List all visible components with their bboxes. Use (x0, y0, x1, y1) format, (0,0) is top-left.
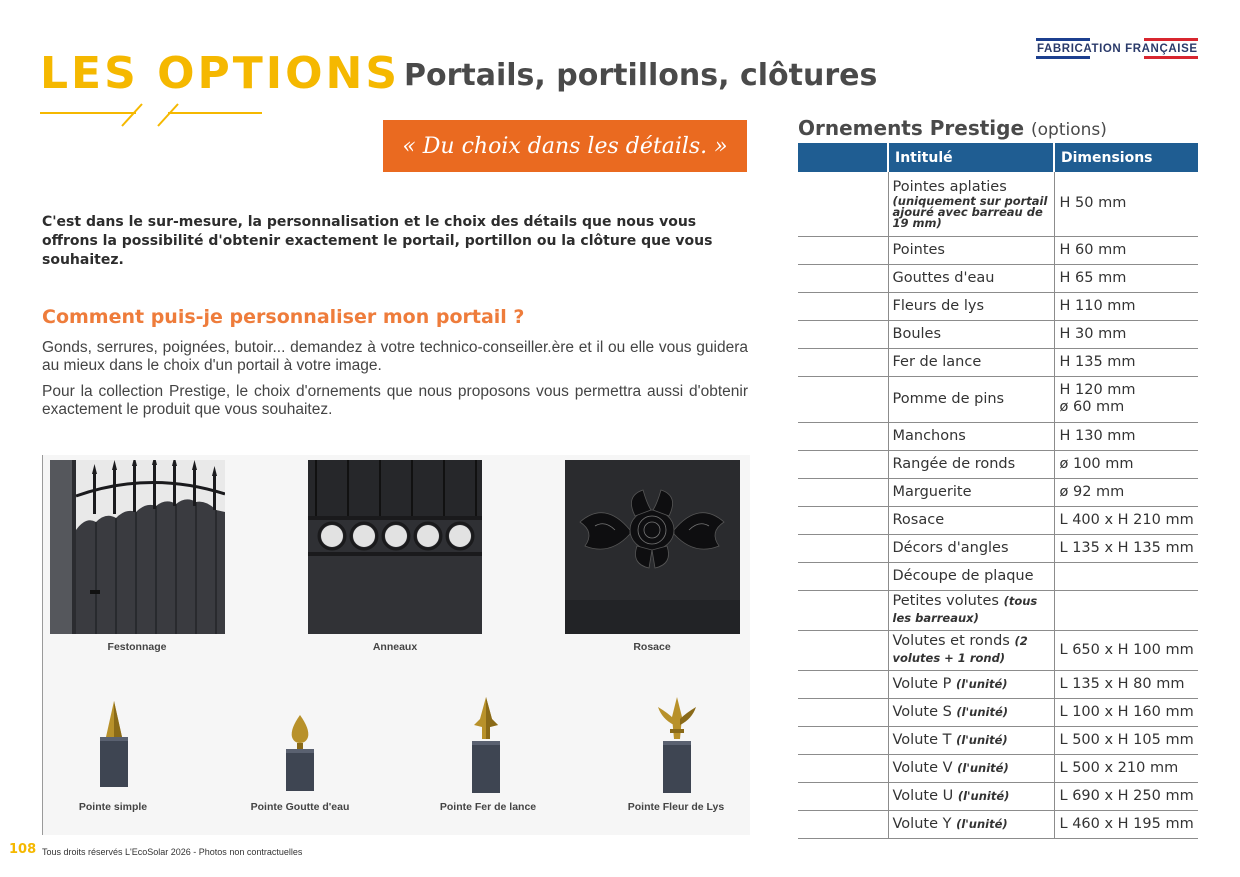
table-cell-dimensions (1054, 630, 1198, 670)
table-cell-intitule (888, 562, 1054, 590)
dimension-value: H 110 mm (1059, 297, 1136, 314)
dimension-value: L 650 x H 100 mm (1059, 641, 1194, 658)
pointe-fleur-de-lys-image (654, 695, 700, 795)
table-row (798, 782, 1198, 810)
table-title-suffix: (options) (1031, 120, 1107, 140)
dimension-value: H 65 mm (1059, 269, 1127, 286)
table-cell-blank (798, 810, 888, 838)
ornament-note: (l'unité) (956, 704, 1009, 719)
ornament-note: (l'unité) (957, 788, 1010, 803)
ornament-note: (l'unité) (956, 816, 1008, 831)
dimension-value: H 135 mm (1059, 353, 1136, 370)
dimension-value: H 60 mm (1059, 241, 1127, 258)
table-cell-blank (798, 478, 888, 506)
footer-copyright: Tous droits réservés L'EcoSolar 2026 - Photos non contractuelles (42, 847, 303, 857)
dimension-value: L 460 x H 195 mm (1059, 815, 1194, 832)
dimension-value: H 120 mm (1059, 382, 1136, 398)
table-row (798, 292, 1198, 320)
badge-label: FABRICATION FRANÇAISE (1037, 43, 1198, 55)
festonnage-photo (50, 460, 225, 634)
table-cell-blank (798, 506, 888, 534)
dimension-value: L 135 x H 80 mm (1059, 675, 1185, 692)
table-cell-blank (798, 264, 888, 292)
table-cell-dimensions (1054, 534, 1198, 562)
section-question: Comment puis-je personnaliser mon portail ? (42, 306, 525, 328)
table-cell-blank (798, 236, 888, 264)
pointe-goutte-caption: Pointe Goutte d'eau (250, 801, 350, 813)
ornament-name: Pointes aplaties (892, 178, 1007, 195)
table-cell-dimensions (1054, 562, 1198, 590)
ornament-note: (tous les barreaux) (892, 594, 1038, 625)
dimension-value: H 30 mm (1059, 325, 1127, 342)
table-header-blank (798, 143, 888, 172)
page-number: 108 (9, 842, 37, 857)
ornament-name: Rangée de ronds (892, 455, 1016, 472)
intro-text: C'est dans le sur-mesure, la personnalisation et le choix des détails que nous vous offrons la possibilité d'obtenir exactement le portail, portillon ou la clôture que vous souhaitez. (42, 214, 713, 268)
festonnage-caption: Festonnage (107, 641, 167, 653)
table-body (798, 172, 1198, 838)
table-cell-dimensions (1054, 506, 1198, 534)
pointe-simple-caption: Pointe simple (78, 801, 148, 813)
table-row (798, 506, 1198, 534)
table-title-text: Ornements Prestige (798, 116, 1025, 140)
ornament-name: Rosace (892, 511, 945, 528)
ornament-name: Gouttes d'eau (892, 269, 995, 286)
pointe-goutte-image (280, 713, 320, 793)
ornaments-table (798, 143, 1198, 839)
table-row (798, 450, 1198, 478)
dimension-value: L 500 x H 105 mm (1059, 731, 1194, 748)
table-cell-dimensions (1054, 670, 1198, 698)
table-cell-intitule (888, 782, 1054, 810)
table-cell-dimensions (1054, 172, 1198, 236)
panel-divider (42, 455, 43, 835)
flag-stripe-top (1036, 38, 1198, 41)
table-cell-dimensions (1054, 236, 1198, 264)
table-cell-blank (798, 698, 888, 726)
page-title: LES OPTIONS (40, 48, 401, 99)
table-cell-intitule (888, 320, 1054, 348)
anneaux-caption: Anneaux (372, 641, 418, 653)
pointe-simple-image (94, 699, 134, 789)
table-row (798, 754, 1198, 782)
ornament-note: (l'unité) (956, 732, 1008, 747)
dimension-value: L 400 x H 210 mm (1059, 511, 1194, 528)
table-cell-blank (798, 172, 888, 236)
pointe-fleur-de-lys-caption: Pointe Fleur de Lys (627, 801, 725, 813)
ornament-name: Volute T (892, 731, 952, 748)
ornament-name: Marguerite (892, 483, 972, 500)
table-cell-intitule (888, 264, 1054, 292)
table-row (798, 320, 1198, 348)
table-row (798, 726, 1198, 754)
table-header-intitule: Intitulé (888, 143, 1054, 172)
table-row (798, 698, 1198, 726)
table-row (798, 670, 1198, 698)
table-cell-intitule (888, 376, 1054, 422)
table-cell-dimensions (1054, 450, 1198, 478)
ornament-name: Manchons (892, 427, 966, 444)
dimension-value: ø 100 mm (1059, 455, 1134, 472)
ornament-name: Découpe de plaque (892, 567, 1034, 584)
table-row (798, 534, 1198, 562)
table-cell-dimensions (1054, 348, 1198, 376)
table-cell-intitule (888, 172, 1054, 236)
table-cell-dimensions (1054, 810, 1198, 838)
dimension-value: L 100 x H 160 mm (1059, 703, 1194, 720)
ornament-note: (l'unité) (955, 676, 1008, 691)
dimension-value: ø 92 mm (1059, 483, 1125, 500)
table-cell-dimensions (1054, 376, 1198, 422)
table-cell-blank (798, 292, 888, 320)
table-cell-intitule (888, 754, 1054, 782)
table-cell-intitule (888, 236, 1054, 264)
table-row (798, 422, 1198, 450)
table-cell-blank (798, 630, 888, 670)
table-cell-dimensions (1054, 264, 1198, 292)
table-row (798, 630, 1198, 670)
ornament-name: Pomme de pins (892, 390, 1005, 407)
table-row (798, 810, 1198, 838)
ornaments-image-panel (42, 455, 750, 835)
table-cell-blank (798, 562, 888, 590)
made-in-france-badge (1036, 38, 1198, 62)
table-cell-blank (798, 782, 888, 810)
table-row (798, 348, 1198, 376)
ornament-note: (2 volutes + 1 rond) (892, 634, 1028, 665)
table-cell-dimensions (1054, 590, 1198, 630)
table-cell-blank (798, 320, 888, 348)
table-cell-intitule (888, 506, 1054, 534)
table-row (798, 236, 1198, 264)
ornament-name: Volute U (892, 787, 954, 804)
ornament-name: Fleurs de lys (892, 297, 985, 314)
table-cell-intitule (888, 450, 1054, 478)
table-row (798, 376, 1198, 422)
table-cell-dimensions (1054, 478, 1198, 506)
table-cell-intitule (888, 698, 1054, 726)
table-row (798, 264, 1198, 292)
table-cell-dimensions (1054, 726, 1198, 754)
table-cell-blank (798, 726, 888, 754)
paragraph-hardware: Gonds, serrures, poignées, butoir... demandez à votre technico-conseiller.ère et il ou elle vous guidera au mieux dans le choix d'un portail à votre image. (42, 339, 748, 374)
ornament-name: Volutes et ronds (892, 633, 1010, 649)
table-cell-intitule (888, 478, 1054, 506)
pointe-fer-de-lance-caption: Pointe Fer de lance (439, 801, 537, 813)
page-subtitle: Portails, portillons, clôtures (404, 58, 878, 93)
ornament-note: (uniquement sur portail ajouré avec barreau de 19 mm) (892, 193, 1048, 230)
dimension-value: L 690 x H 250 mm (1059, 787, 1194, 804)
table-cell-blank (798, 590, 888, 630)
ornament-name: Décors d'angles (892, 539, 1009, 556)
table-cell-blank (798, 534, 888, 562)
pointe-fer-de-lance-image (466, 695, 506, 795)
dimension-value-secondary: ø 60 mm (1059, 399, 1125, 415)
table-cell-intitule (888, 348, 1054, 376)
table-row (798, 172, 1198, 236)
table-cell-intitule (888, 810, 1054, 838)
table-cell-intitule (888, 726, 1054, 754)
table-cell-intitule (888, 534, 1054, 562)
ornament-name: Volute Y (892, 815, 952, 832)
table-cell-blank (798, 450, 888, 478)
table-cell-dimensions (1054, 698, 1198, 726)
quote-banner: « Du choix dans les détails. » (383, 120, 747, 172)
ornament-name: Petites volutes (892, 593, 999, 609)
anneaux-photo (308, 460, 482, 634)
table-cell-blank (798, 754, 888, 782)
table-cell-dimensions (1054, 320, 1198, 348)
title-underline-decoration (40, 102, 262, 128)
table-cell-dimensions (1054, 782, 1198, 810)
table-cell-blank (798, 348, 888, 376)
table-cell-dimensions (1054, 292, 1198, 320)
rosace-photo (565, 460, 740, 634)
ornament-name: Pointes (892, 241, 945, 258)
dimension-value: H 50 mm (1059, 195, 1127, 212)
table-row (798, 562, 1198, 590)
dimension-value: L 135 x H 135 mm (1059, 539, 1194, 556)
flag-stripe-bottom (1036, 56, 1198, 59)
ornament-name: Volute S (892, 703, 952, 720)
table-cell-intitule (888, 670, 1054, 698)
table-cell-dimensions (1054, 422, 1198, 450)
table-cell-blank (798, 422, 888, 450)
table-cell-dimensions (1054, 754, 1198, 782)
table-cell-blank (798, 670, 888, 698)
table-row (798, 590, 1198, 630)
rosace-caption: Rosace (633, 641, 671, 653)
ornament-note: (l'unité) (957, 760, 1009, 775)
table-cell-blank (798, 376, 888, 422)
dimension-value: H 130 mm (1059, 427, 1136, 444)
ornament-name: Boules (892, 325, 942, 342)
ornament-name: Fer de lance (892, 353, 982, 370)
table-cell-intitule (888, 590, 1054, 630)
table-header-row (798, 143, 1198, 172)
table-cell-intitule (888, 630, 1054, 670)
ornament-name: Volute V (892, 759, 953, 776)
table-cell-intitule (888, 422, 1054, 450)
table-cell-intitule (888, 292, 1054, 320)
ornament-name: Volute P (892, 675, 952, 692)
dimension-value: L 500 x 210 mm (1059, 759, 1179, 776)
table-title (798, 116, 1107, 140)
table-header-dimensions: Dimensions (1054, 143, 1198, 172)
paragraph-prestige: Pour la collection Prestige, le choix d'ornements que nous proposons vous permettra aussi d'obtenir exactement le produit que vous souhaitez. (42, 383, 748, 418)
table-row (798, 478, 1198, 506)
